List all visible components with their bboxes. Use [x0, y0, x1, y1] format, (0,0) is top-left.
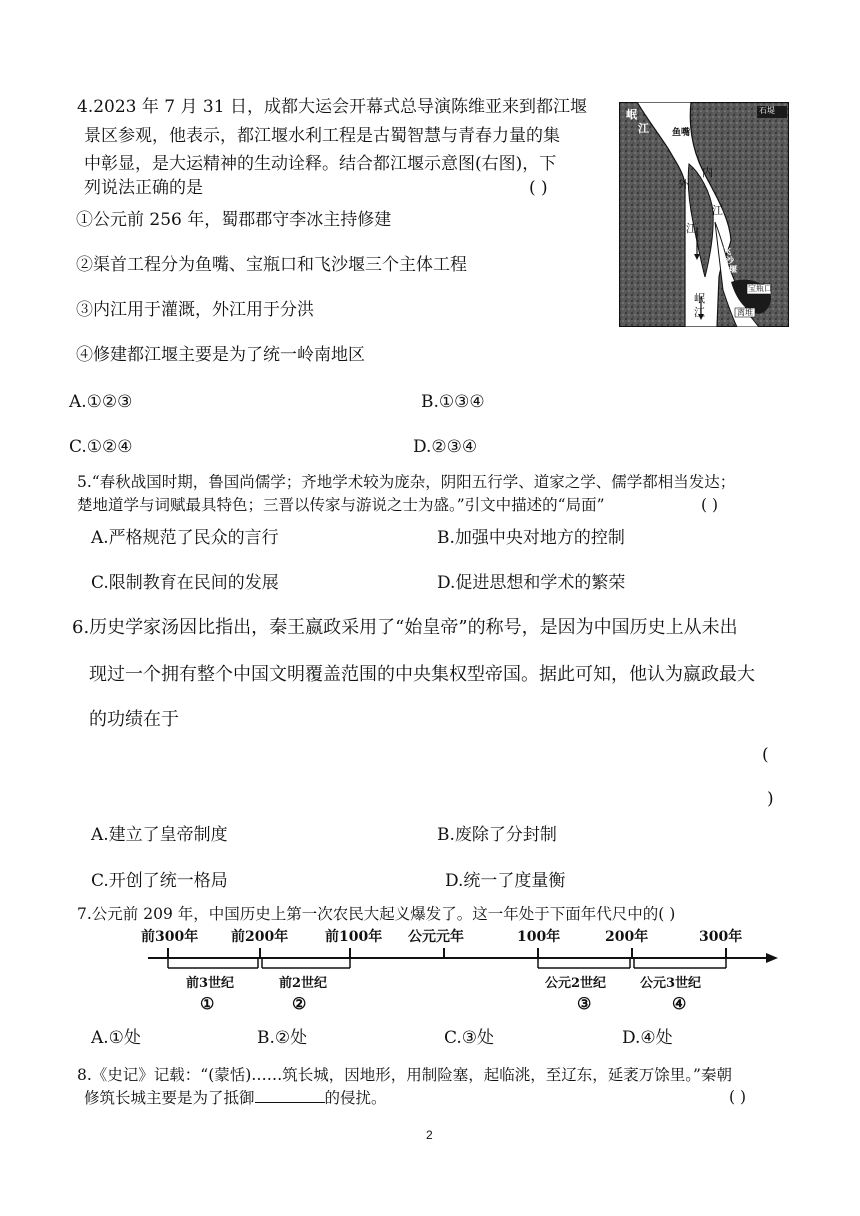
q4-answer-bracket: ( ) [529, 178, 548, 198]
q6-stem-line1: 6.历史学家汤因比指出，秦王嬴政采用了“始皇帝”的称号，是因为中国历史上从未出 [72, 617, 738, 638]
map-label-corner: 石堤 [759, 106, 775, 115]
q8-answer-bracket: ( ) [729, 1088, 747, 1106]
map-label-baoping: 宝瓶口 [748, 284, 772, 293]
map-label-wai2: 江 [686, 222, 697, 235]
timeline-tick-1: 前300年 [141, 929, 199, 945]
q8-stem-line2-prefix: 修筑长城主要是为了抵御 [84, 1089, 255, 1107]
map-label-fei2: 沙 [726, 255, 734, 265]
q8-fill-blank[interactable] [255, 1088, 325, 1103]
q6-option-d[interactable]: D.统一了度量衡 [445, 871, 566, 891]
q4-option-b[interactable]: B.①③④ [421, 392, 485, 412]
q7-stem-line1: 7.公元前 209 年，中国历史上第一次农民大起义爆发了。这一年处于下面年代尺中的( ) [77, 905, 676, 923]
timeline-century-4: 公元3世纪 [640, 976, 702, 991]
timeline-tick-7: 300年 [699, 929, 743, 945]
q7-option-d[interactable]: D.④处 [622, 1028, 673, 1048]
q5-answer-bracket: ( ) [701, 496, 719, 514]
q5-stem-line2: 楚地道学与词赋最具特色；三晋以传家与游说之士为盛。”引文中描述的“局面” [77, 496, 605, 514]
q4-stem-line2: 景区参观，他表示，都江堰水利工程是古蜀智慧与青春力量的集 [84, 126, 560, 146]
q5-option-d[interactable]: D.促进思想和学术的繁荣 [437, 573, 626, 593]
q7-option-b[interactable]: B.②处 [257, 1028, 308, 1048]
map-label-fei1: 飞 [723, 246, 731, 256]
q4-statement-3: ③内江用于灌溉，外江用于分洪 [76, 300, 314, 320]
q4-statement-4: ④修建都江堰主要是为了统一岭南地区 [76, 345, 365, 365]
q7-option-a[interactable]: A.①处 [91, 1028, 141, 1048]
map-label-nei1: 内 [702, 166, 713, 179]
map-label-min4: 江 [694, 306, 705, 319]
timeline-marker-2: ② [292, 994, 307, 1013]
q4-stem-line4: 列说法正确的是 [84, 178, 203, 198]
timeline-tick-4: 公元元年 [408, 929, 464, 945]
timeline-tick-6: 200年 [605, 929, 649, 945]
page-number: 2 [426, 1128, 433, 1142]
q6-option-c[interactable]: C.开创了统一格局 [91, 871, 228, 891]
q6-bracket-open: ( [762, 745, 769, 765]
timeline-century-2: 前2世纪 [279, 976, 328, 991]
q5-option-c[interactable]: C.限制教育在民间的发展 [91, 573, 279, 593]
timeline-century-3: 公元2世纪 [545, 976, 607, 991]
q6-option-a[interactable]: A.建立了皇帝制度 [91, 825, 228, 845]
q4-stem-line3: 中彰显，是大运精神的生动诠释。结合都江堰示意图(右图)，下 [84, 154, 557, 174]
map-label-wai1: 外 [678, 178, 689, 191]
q5-stem-line1: 5.“春秋战国时期，鲁国尚儒学；齐地学术较为庞杂，阴阳五行学、道家之学、儒学都相当发达； [77, 473, 736, 491]
timeline-tick-2: 前200年 [231, 929, 289, 945]
map-label-min3: 岷 [694, 292, 705, 305]
q7-option-c[interactable]: C.③处 [444, 1028, 495, 1048]
timeline-tick-5: 100年 [517, 929, 561, 945]
q5-option-b[interactable]: B.加强中央对地方的控制 [437, 528, 625, 548]
map-label-fei3: 堰 [729, 264, 737, 274]
q8-stem-line2-suffix: 的侵扰。 [324, 1089, 387, 1107]
q6-bracket-close: ) [767, 789, 774, 809]
map-label-min1: 岷 [626, 108, 637, 121]
q4-option-c[interactable]: C.①②④ [69, 437, 133, 457]
map-label-lidui: 离堆 [737, 308, 753, 317]
q4-option-d[interactable]: D.②③④ [413, 437, 478, 457]
q4-stem-line1: 4.2023 年 7 月 31 日，成都大运会开幕式总导演陈维亚来到都江堰 [77, 97, 587, 117]
timeline-marker-1: ① [200, 994, 215, 1013]
q8-stem-line1: 8.《史记》记载：“(蒙恬)……筑长城，因地形，用制险塞，起临洮，至辽东，延袤万馀里。”秦朝 [77, 1066, 732, 1084]
q4-statement-1: ①公元前 256 年，蜀郡郡守李冰主持修建 [76, 210, 392, 230]
timeline-marker-3: ③ [577, 994, 592, 1013]
q4-option-a[interactable]: A.①②③ [69, 392, 133, 412]
timeline-century-1: 前3世纪 [186, 976, 235, 991]
q8-stem-line2 [84, 1088, 387, 1108]
timeline-marker-4: ④ [672, 994, 687, 1013]
map-label-min2: 江 [638, 122, 649, 135]
q6-stem-line3: 的功绩在于 [89, 709, 179, 730]
q4-statement-2: ②渠首工程分为鱼嘴、宝瓶口和飞沙堰三个主体工程 [76, 255, 467, 275]
timeline-tick-3: 前100年 [325, 929, 383, 945]
map-label-nei2: 江 [712, 204, 723, 217]
q5-option-a[interactable]: A.严格规范了民众的言行 [91, 528, 279, 548]
q6-option-b[interactable]: B.废除了分封制 [437, 825, 557, 845]
map-label-yuzui: 鱼嘴 [672, 128, 691, 138]
q6-stem-line2: 现过一个拥有整个中国文明覆盖范围的中央集权型帝国。据此可知，他认为嬴政最大 [89, 664, 755, 685]
